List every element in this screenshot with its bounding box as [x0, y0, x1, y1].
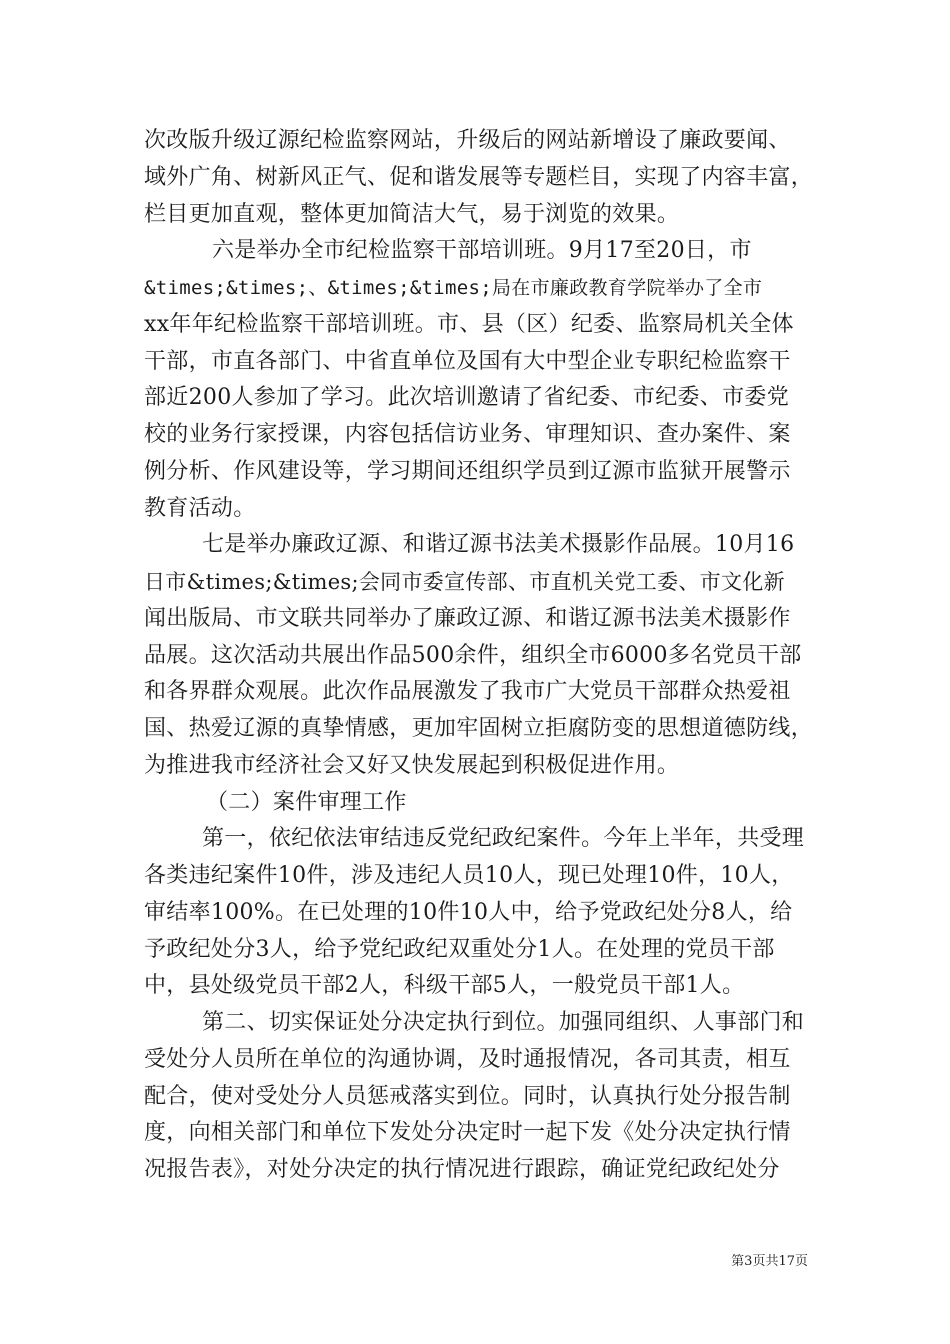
text-line: 干部，市直各部门、中省直单位及国有大中型企业专职纪检监察干	[144, 349, 791, 374]
page-number: 第3页共17页	[731, 1254, 808, 1269]
section-heading: （二）案件审理工作	[206, 790, 407, 815]
text-line: 度，向相关部门和单位下发处分决定时一起下发《处分决定执行情	[144, 1120, 791, 1145]
text-line: &times;&times;、&times;&times;局在市廉政教育学院举办了全市	[144, 277, 763, 299]
text-line: 国、热爱辽源的真挚情感，更加牢固树立拒腐防变的思想道德防线，	[144, 716, 814, 741]
text-line: 域外广角、树新风正气、促和谐发展等专题栏目，实现了内容丰富，	[144, 165, 814, 190]
text-line: 栏目更加直观，整体更加简洁大气，易于浏览的效果。	[144, 202, 680, 227]
text-line: 日市&times;&times;会同市委宣传部、市直机关党工委、市文化新	[144, 570, 785, 594]
text-line: 第二、切实保证处分决定执行到位。加强同组织、人事部门和	[202, 1010, 805, 1035]
text-line: 第一，依纪依法审结违反党纪政纪案件。今年上半年，共受理	[202, 826, 805, 851]
text-line: 各类违纪案件10件，涉及违纪人员10人，现已处理10件，10人，	[144, 863, 794, 888]
text-line: xx年年纪检监察干部培训班。市、县（区）纪委、监察局机关全体	[144, 312, 794, 337]
text-line: 配合，使对受处分人员惩戒落实到位。同时，认真执行处分报告制	[144, 1084, 791, 1109]
text-line: 中，县处级党员干部2人，科级干部5人，一般党员干部1人。	[144, 973, 745, 998]
text-line: 闻出版局、市文联共同举办了廉政辽源、和谐辽源书法美术摄影作	[144, 606, 791, 631]
text-line: 次改版升级辽源纪检监察网站，升级后的网站新增设了廉政要闻、	[144, 128, 791, 153]
text-line: 予政纪处分3人，给予党纪政纪双重处分1人。在处理的党员干部	[144, 937, 775, 962]
text-line: 六是举办全市纪检监察干部培训班。9月17至20日，市	[212, 238, 752, 263]
text-line: 受处分人员所在单位的沟通协调，及时通报情况，各司其责，相互	[144, 1047, 791, 1072]
text-line: 审结率100%。在已处理的10件10人中，给予党政纪处分8人，给	[144, 900, 793, 925]
text-line: 为推进我市经济社会又好又快发展起到积极促进作用。	[144, 753, 680, 778]
text-line: 校的业务行家授课，内容包括信访业务、审理知识、查办案件、案	[144, 422, 791, 447]
text-line: 品展。这次活动共展出作品500余件，组织全市6000多名党员干部	[144, 643, 802, 668]
text-line: 七是举办廉政辽源、和谐辽源书法美术摄影作品展。10月16	[202, 532, 795, 557]
text-line: 教育活动。	[144, 496, 256, 521]
text-line: 和各界群众观展。此次作品展激发了我市广大党员干部群众热爱祖	[144, 679, 791, 704]
text-line: 例分析、作风建设等，学习期间还组织学员到辽源市监狱开展警示	[144, 459, 791, 484]
text-line: 部近200人参加了学习。此次培训邀请了省纪委、市纪委、市委党	[144, 385, 789, 410]
text-line: 况报告表》，对处分决定的执行情况进行跟踪，确证党纪政纪处分	[144, 1157, 780, 1182]
